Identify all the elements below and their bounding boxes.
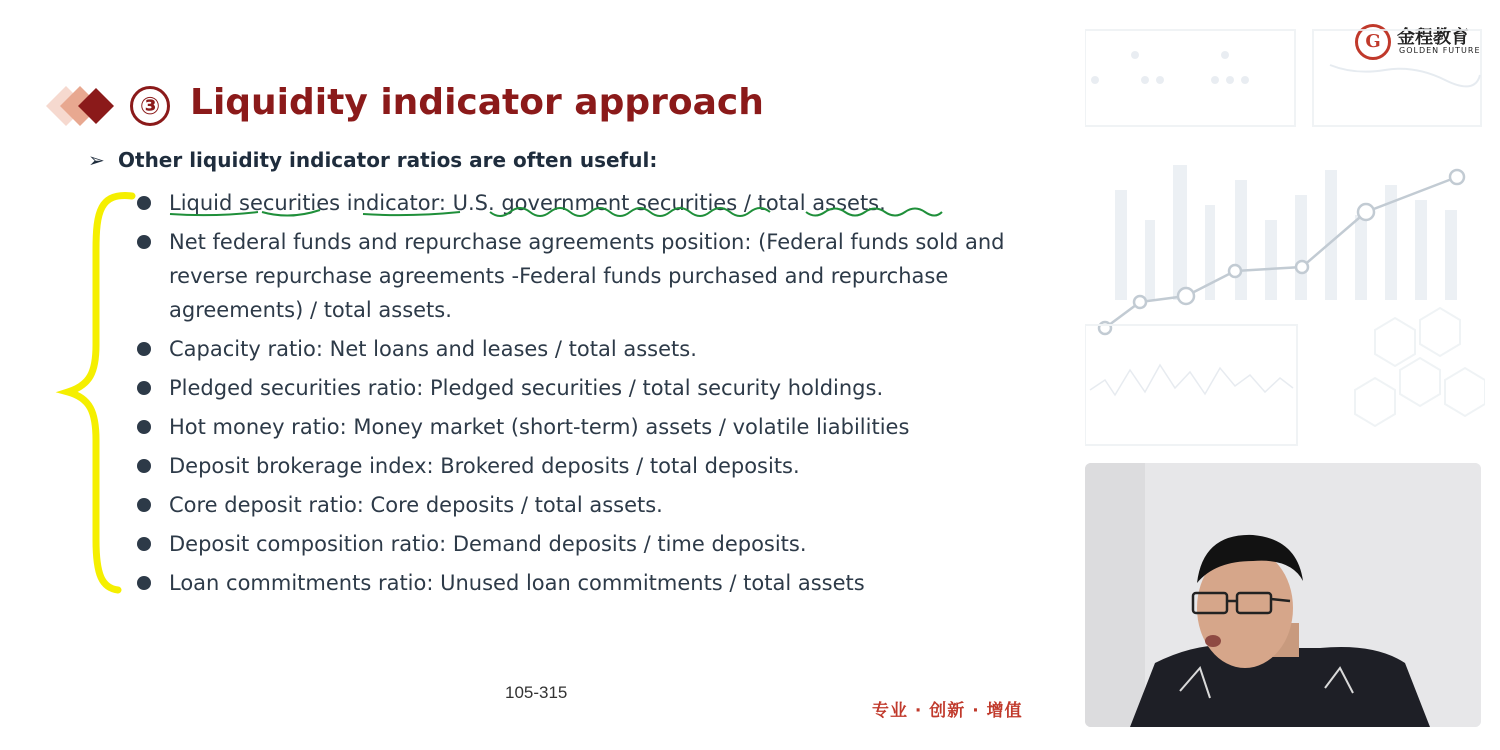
logo-chinese-text: 金程教育: [1397, 27, 1469, 48]
title-number-badge: ③: [130, 86, 170, 126]
bullet-dot-icon: [137, 196, 151, 210]
bullet-item-net-federal-funds: [137, 225, 1007, 327]
bullet-item-hot-money: [137, 410, 1007, 444]
bullet-dot-icon: [137, 342, 151, 356]
bullet-list: [137, 186, 1007, 605]
bullet-dot-icon: [137, 420, 151, 434]
background-infographic: [1085, 20, 1485, 450]
bullet-text: Pledged securities ratio: Pledged securities / total security holdings.: [169, 376, 884, 400]
golden-future-logo-icon: G: [1355, 24, 1391, 60]
yellow-brace-annotation: [68, 195, 132, 590]
bullet-item-core-deposit: [137, 488, 1007, 522]
bullet-text: Deposit brokerage index: Brokered deposits / total deposits.: [169, 454, 800, 478]
bullet-dot-icon: [137, 459, 151, 473]
slide-title: Liquidity indicator approach: [190, 82, 764, 123]
logo-english-text: GOLDEN FUTURE: [1399, 46, 1481, 55]
bullet-text: Hot money ratio: Money market (short-term) assets / volatile liabilities: [169, 415, 910, 439]
bullet-item-loan-commitments: [137, 566, 1007, 600]
bullet-dot-icon: [137, 498, 151, 512]
people-icons: [1091, 51, 1249, 84]
bullet-item-deposit-composition: [137, 527, 1007, 561]
bullet-item-deposit-brokerage: [137, 449, 1007, 483]
bullet-item-capacity-ratio: [137, 332, 1007, 366]
bullet-dot-icon: [137, 235, 151, 249]
bullet-text: Capacity ratio: Net loans and leases / total assets.: [169, 337, 697, 361]
intro-text: Other liquidity indicator ratios are often useful:: [118, 148, 658, 172]
page-number: 105-315: [505, 683, 568, 702]
bullet-dot-icon: [137, 537, 151, 551]
intro-line: [88, 148, 657, 172]
bullet-item-pledged-securities: [137, 371, 1007, 405]
presenter-webcam: [1085, 463, 1481, 727]
bullet-item-liquid-securities: [137, 186, 1007, 220]
bullet-dot-icon: [137, 381, 151, 395]
presenter-video-frame: [1085, 463, 1481, 727]
background-bars: [1115, 165, 1457, 300]
bullet-text: Core deposit ratio: Core deposits / total assets.: [169, 493, 663, 517]
hexagon-graphics: [1355, 308, 1485, 426]
diamond-decoration-icon: [46, 84, 126, 128]
bullet-dot-icon: [137, 576, 151, 590]
arrow-bullet-icon: ➢: [88, 148, 105, 172]
bullet-text: Liquid securities indicator: U.S. government securities / total assets.: [169, 191, 886, 215]
bullet-text: Net federal funds and repurchase agreements position: (Federal funds sold and reverse repurchase agreements -Federal funds purchased and repurchase agreements) / total assets.: [169, 230, 1005, 322]
trend-line: [1105, 177, 1457, 328]
bullet-text: Deposit composition ratio: Demand deposits / time deposits.: [169, 532, 807, 556]
slogan: 专业 · 创新 · 增值: [872, 701, 1023, 721]
bullet-text: Loan commitments ratio: Unused loan commitments / total assets: [169, 571, 865, 595]
